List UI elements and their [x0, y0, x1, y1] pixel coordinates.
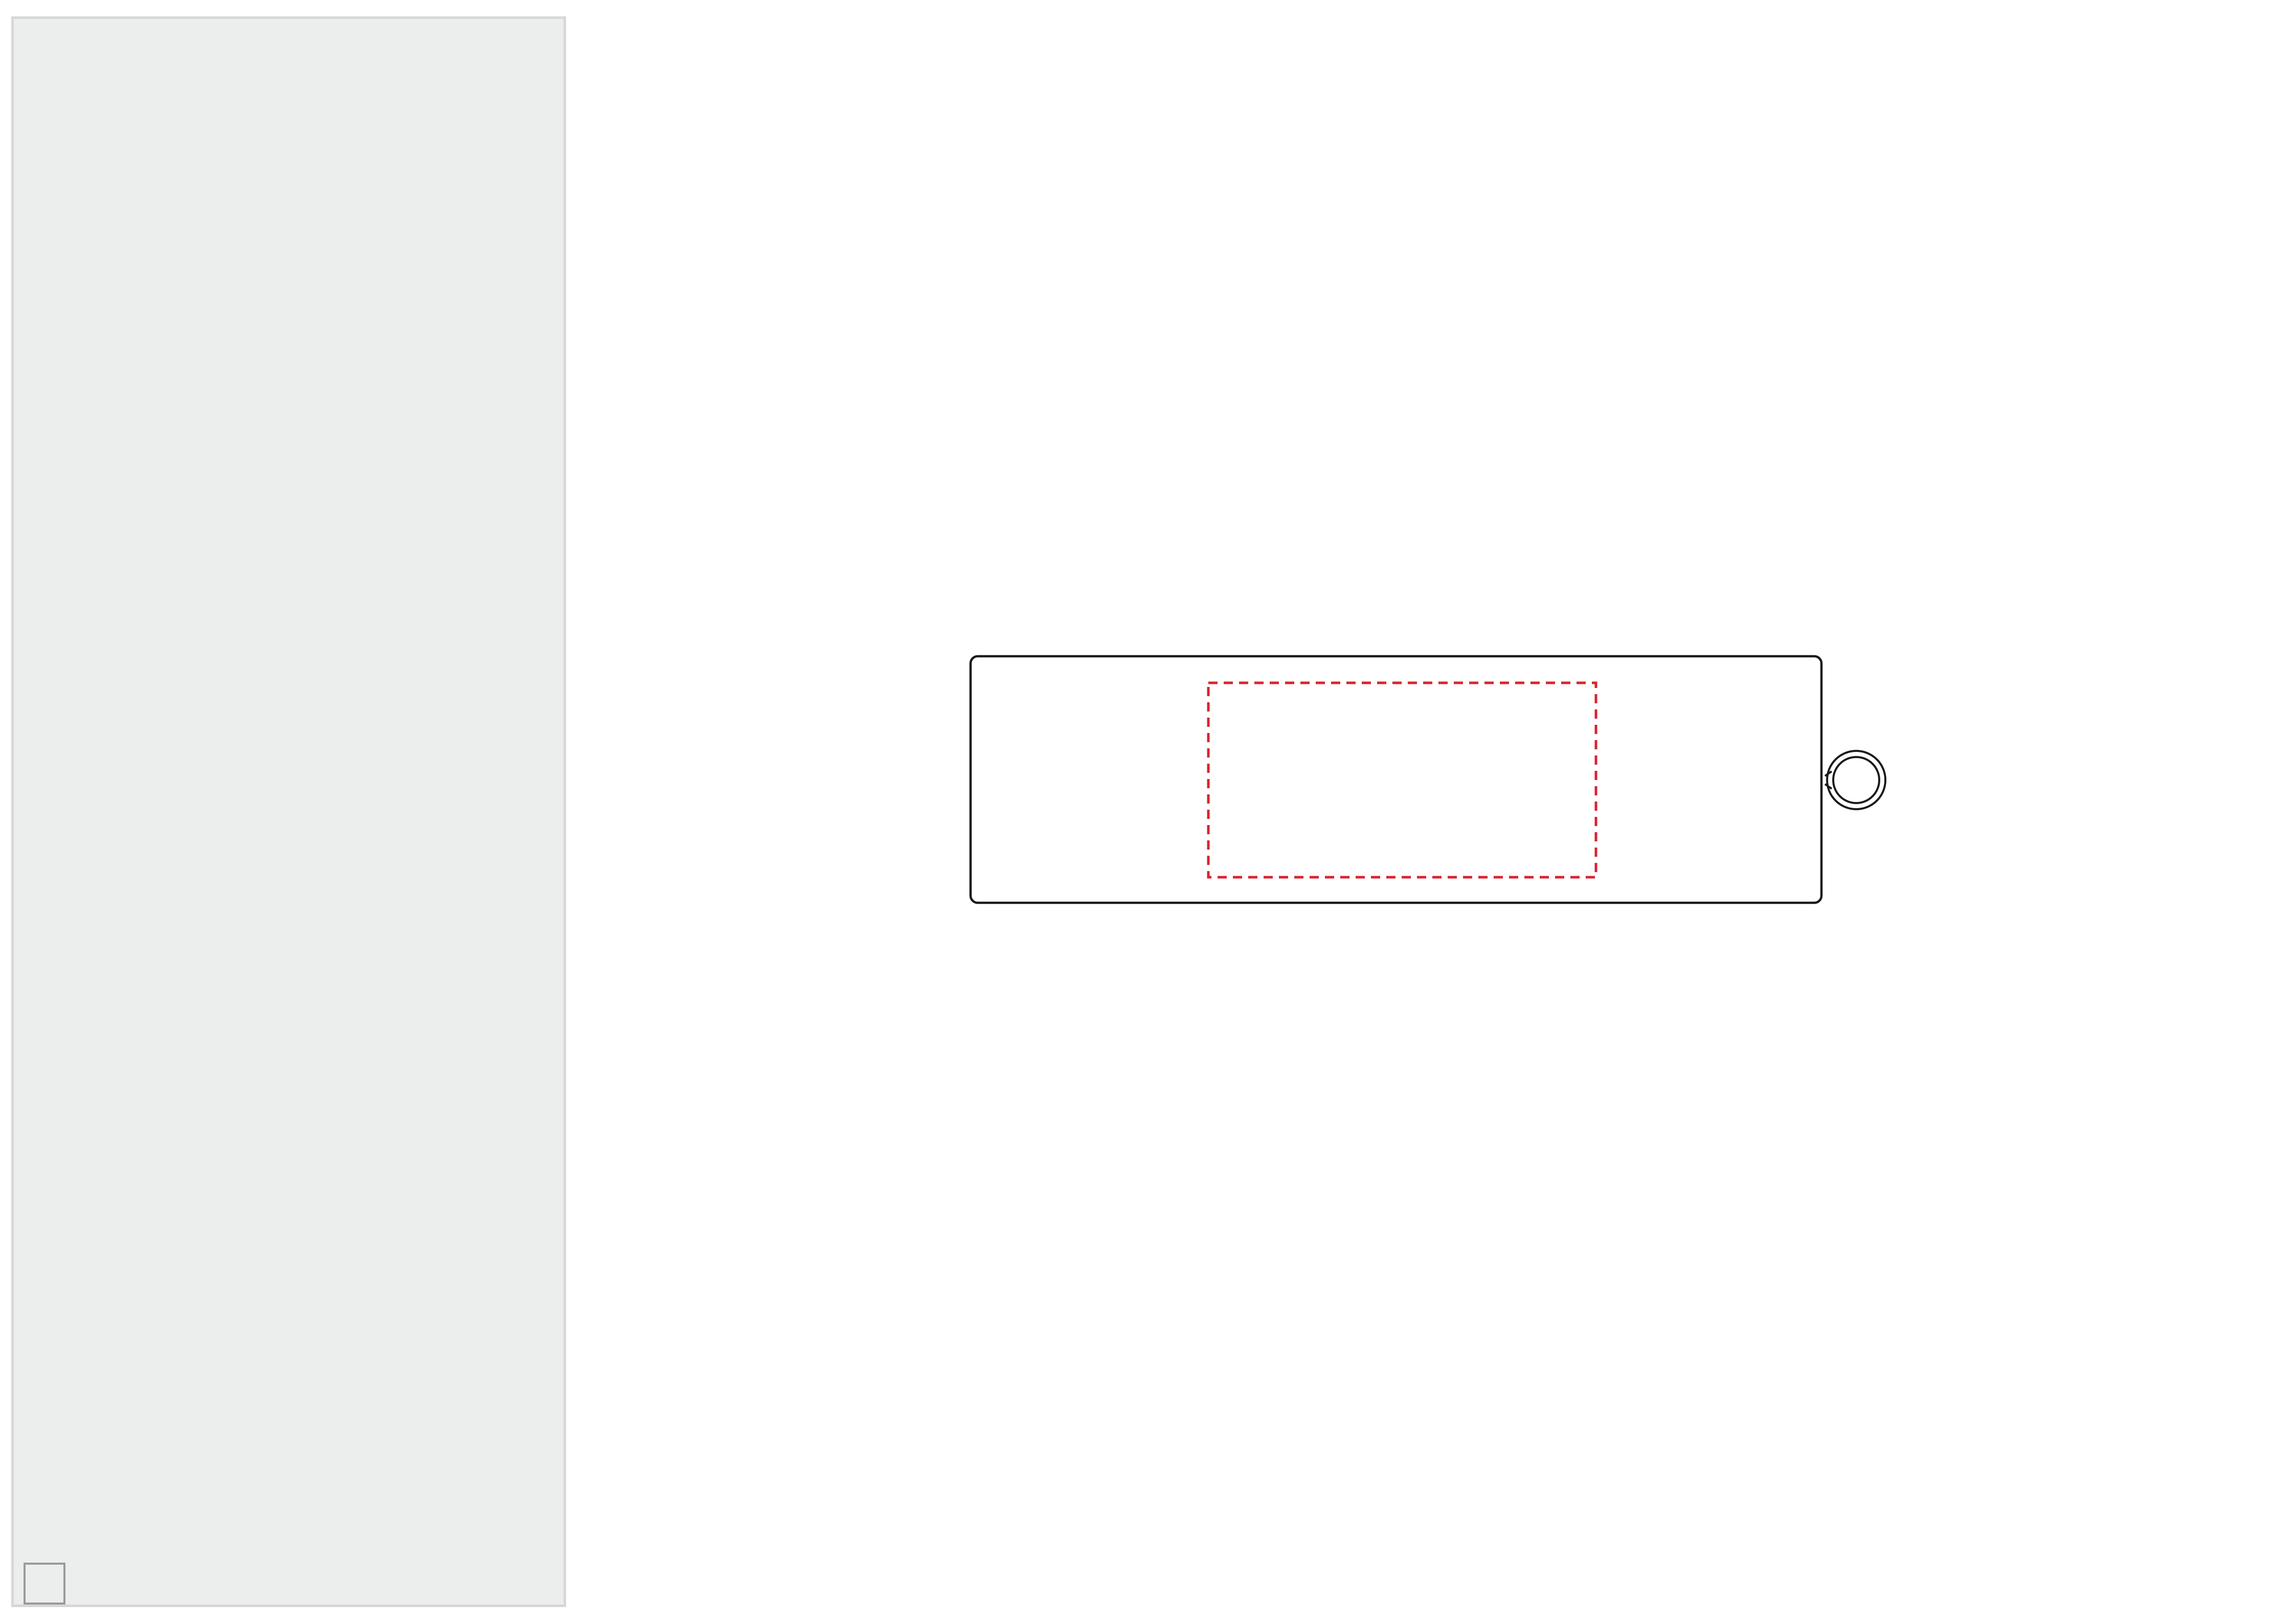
- key-ring-icon: [1825, 751, 1885, 809]
- tee-holder-body: [971, 656, 1821, 903]
